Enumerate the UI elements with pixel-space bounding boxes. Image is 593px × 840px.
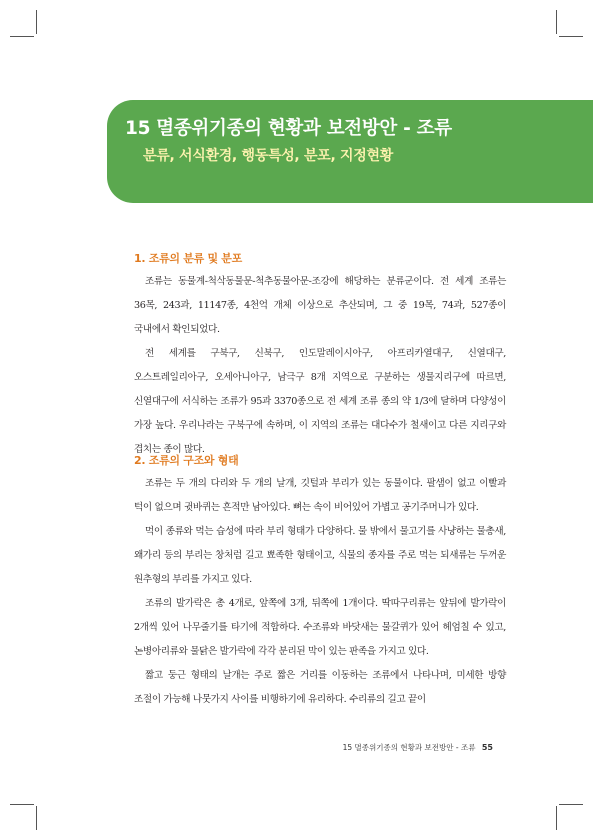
page-number: 55 — [481, 743, 493, 752]
section-heading: 2. 조류의 구조와 형태 — [134, 454, 239, 467]
section-heading: 1. 조류의 분류 및 분포 — [134, 252, 242, 265]
crop-mark — [36, 806, 37, 830]
chapter-title: 15 멸종위기종의 현황과 보전방안 - 조류 — [125, 118, 452, 139]
crop-mark — [36, 10, 37, 34]
crop-mark — [559, 804, 583, 805]
crop-mark — [10, 804, 34, 805]
body-paragraph: 조류는 동물계-척삭동물문-척추동물아문-조강에 해당하는 분류군이다. 전 세계 조류는 36목, 243과, 11147종, 4천억 개체 이상으로 추산되며, 그 중 19목, 74과, 527종이 국내에서 확인되었다. — [134, 276, 506, 335]
body-paragraph: 먹이 종류와 먹는 습성에 따라 부리 형태가 다양하다. 물 밖에서 물고기를 사냥하는 물총새, 왜가리 등의 부리는 창처럼 길고 뾰족한 형태이고, 식물의 종자를 주로 먹는 되새류는 두꺼운 원추형의 부리를 가지고 있다. — [134, 526, 506, 585]
body-paragraph: 조류의 발가락은 총 4개로, 앞쪽에 3개, 뒤쪽에 1개이다. 딱따구리류는 앞뒤에 발가락이 2개씩 있어 나무줄기를 타기에 적합하다. 수조류와 바닷새는 물갈퀴가 있어 헤엄칠 수 있고, 논병아리류와 물닭은 발가락에 각각 분리된 막이 있는 판족을 가지고 있다. — [134, 598, 506, 657]
crop-mark — [559, 36, 583, 37]
crop-mark — [10, 36, 34, 37]
section-structure — [134, 452, 506, 712]
chapter-banner — [107, 100, 593, 203]
body-paragraph: 조류는 두 개의 다리와 두 개의 날개, 깃털과 부리가 있는 동물이다. 팔샘이 없고 이빨과 턱이 없으며 귓바퀴는 흔적만 남아있다. 뼈는 속이 비어있어 가볍고 공기주머니가 있다. — [134, 478, 506, 513]
page-footer — [343, 742, 493, 753]
crop-mark — [556, 806, 557, 830]
chapter-subtitle: 분류, 서식환경, 행동특성, 분포, 지정현황 — [143, 148, 393, 164]
body-paragraph: 전 세계를 구북구, 신북구, 인도말레이시아구, 아프리카열대구, 신열대구, 오스트레일리아구, 오세아니아구, 남극구 8개 지역으로 구분하는 생물지리구에 따르면, 신열대구에 서식하는 조류가 95과 3370종으로 전 세계 조류 종의 약 1/3에 달하며 다양성이 가장 높다. 우리나라는 구북구에 속하며, 이 지역의 조류는 대다수가 철새이고 다른 지리구와 겹치는 종이 많다. — [134, 348, 506, 455]
running-title: 15 멸종위기종의 현황과 보전방안 - 조류 — [342, 743, 476, 752]
body-paragraph: 짧고 둥근 형태의 날개는 주로 짧은 거리를 이동하는 조류에서 나타나며, 미세한 방향 조절이 가능해 나뭇가지 사이를 비행하기에 유리하다. 수리류의 길고 끝이 — [134, 670, 506, 705]
crop-mark — [556, 10, 557, 34]
section-classification — [134, 250, 506, 462]
